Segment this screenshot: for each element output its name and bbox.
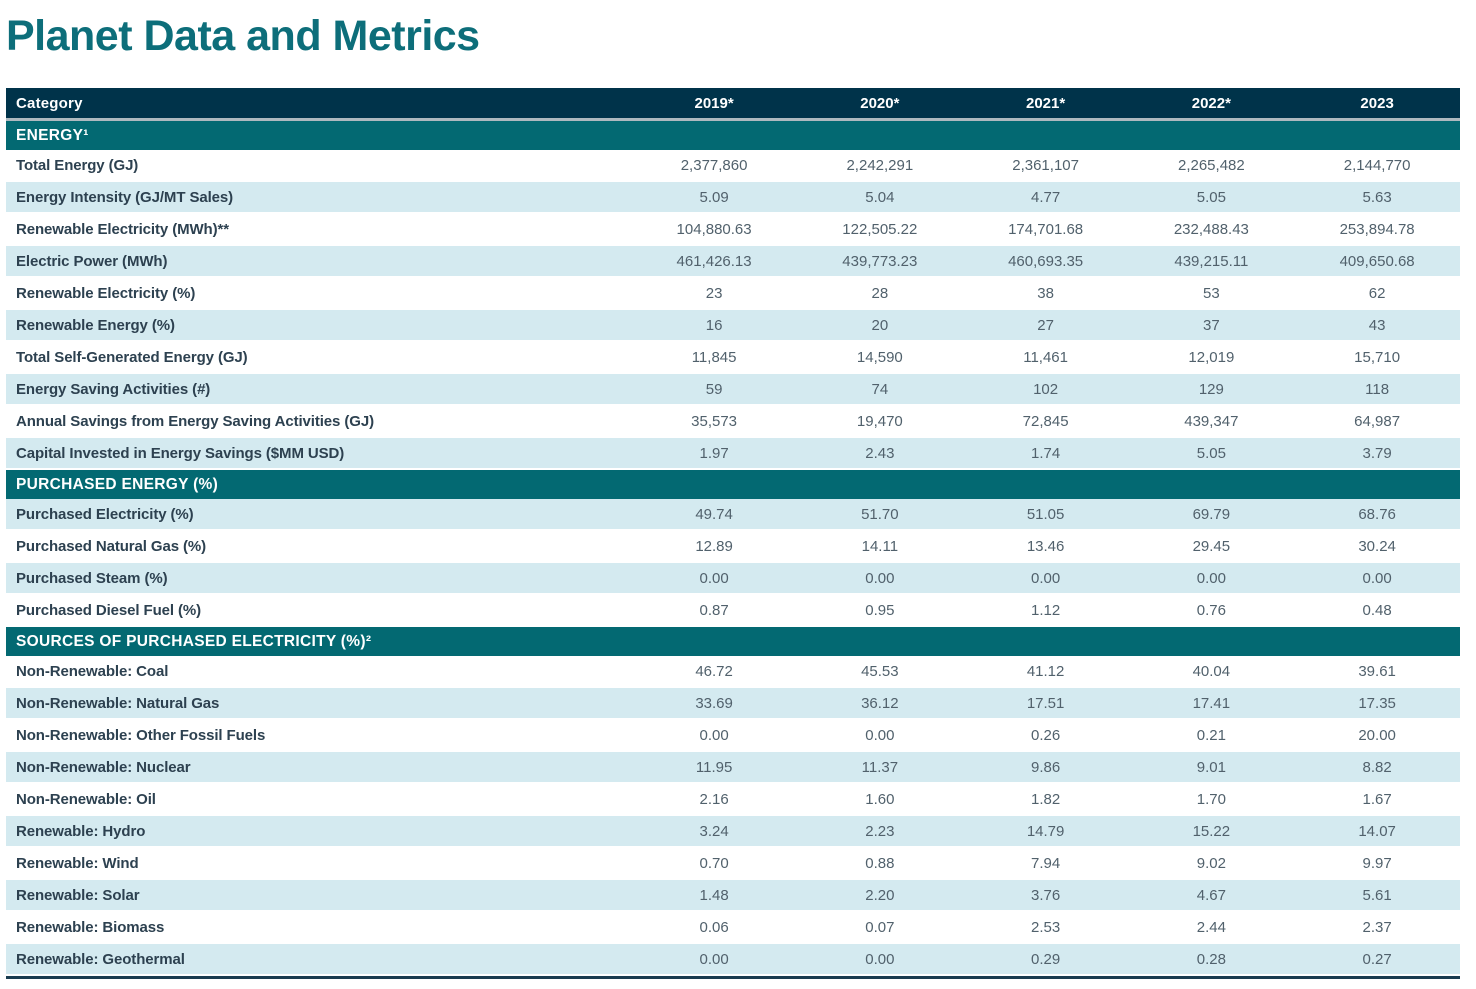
cell-value: 3.76 [1031, 886, 1061, 904]
page-title: Planet Data and Metrics [6, 12, 480, 60]
table-row [6, 531, 1460, 563]
cell-value: 2,377,860 [680, 156, 748, 174]
cell-value: 439,347 [1184, 412, 1239, 430]
cell-value: 0.00 [1196, 569, 1226, 587]
cell-value: 14.79 [1026, 822, 1065, 840]
cell-value: 33.69 [695, 694, 733, 712]
cell-value: 46.72 [695, 662, 733, 680]
table-row [6, 688, 1460, 720]
cell-value: 19,470 [856, 412, 903, 430]
cell-value: 439,773.23 [842, 252, 918, 270]
cell-value: 2.16 [699, 790, 729, 808]
cell-value: 72,845 [1022, 412, 1069, 430]
cell-value: 14,590 [856, 348, 903, 366]
cell-value: 64,987 [1354, 412, 1401, 430]
cell-value: 174,701.68 [1008, 220, 1084, 238]
cell-value: 51.05 [1026, 505, 1065, 523]
cell-value: 5.63 [1362, 188, 1392, 206]
cell-value: 439,215.11 [1174, 252, 1249, 270]
row-label: Renewable: Solar [16, 886, 140, 904]
row-label: Renewable Energy (%) [16, 316, 175, 334]
cell-value: 1.67 [1362, 790, 1392, 808]
cell-value: 2,265,482 [1177, 156, 1245, 174]
cell-value: 0.00 [865, 569, 895, 587]
cell-value: 253,894.78 [1339, 220, 1415, 238]
table-row [6, 406, 1460, 438]
cell-value: 2.44 [1196, 918, 1226, 936]
cell-value: 232,488.43 [1173, 220, 1249, 238]
row-label: Non-Renewable: Coal [16, 662, 169, 680]
table-row [6, 310, 1460, 342]
cell-value: 0.29 [1031, 950, 1061, 968]
cell-value: 0.00 [1031, 569, 1061, 587]
table-row [6, 720, 1460, 752]
cell-value: 460,693.35 [1008, 252, 1084, 270]
cell-value: 69.79 [1192, 505, 1231, 523]
row-label: Non-Renewable: Other Fossil Fuels [16, 726, 266, 744]
table-row [6, 278, 1460, 310]
cell-value: 1.60 [865, 790, 895, 808]
cell-value: 3.79 [1362, 444, 1392, 462]
cell-value: 11,461 [1023, 348, 1068, 366]
cell-value: 17.41 [1192, 694, 1231, 712]
table-row [6, 816, 1460, 848]
cell-value: 1.82 [1031, 790, 1061, 808]
cell-value: 2.37 [1362, 918, 1392, 936]
row-label: Energy Saving Activities (#) [16, 380, 211, 398]
cell-value: 4.67 [1196, 886, 1226, 904]
cell-value: 16 [705, 316, 723, 334]
row-label: Renewable Electricity (%) [16, 284, 196, 302]
cell-value: 20.00 [1358, 726, 1396, 744]
cell-value: 17.51 [1026, 694, 1065, 712]
table-row [6, 246, 1460, 278]
cell-value: 0.06 [699, 918, 729, 936]
cell-value: 62 [1368, 284, 1386, 302]
cell-value: 2.20 [865, 886, 895, 904]
cell-value: 13.46 [1026, 537, 1065, 555]
column-header-year: 2020* [860, 94, 900, 112]
cell-value: 40.04 [1192, 662, 1231, 680]
row-label: Total Self-Generated Energy (GJ) [16, 348, 248, 366]
cell-value: 0.00 [865, 950, 895, 968]
cell-value: 2,242,291 [846, 156, 914, 174]
cell-value: 118 [1365, 380, 1390, 398]
column-header-year: 2023 [1360, 94, 1394, 112]
cell-value: 53 [1203, 284, 1220, 302]
cell-value: 41.12 [1026, 662, 1065, 680]
row-label: Renewable Electricity (MWh)** [16, 220, 229, 238]
row-label: Renewable: Biomass [16, 918, 165, 936]
cell-value: 1.74 [1031, 444, 1061, 462]
column-header-year: 2022* [1191, 94, 1231, 112]
cell-value: 129 [1198, 380, 1224, 398]
cell-value: 0.87 [699, 601, 729, 619]
cell-value: 37 [1203, 316, 1220, 334]
cell-value: 17.35 [1358, 694, 1396, 712]
row-label: Non-Renewable: Natural Gas [16, 694, 220, 712]
row-label: Capital Invested in Energy Savings ($MM USD) [16, 444, 345, 462]
cell-value: 0.76 [1196, 601, 1226, 619]
cell-value: 9.97 [1362, 854, 1392, 872]
table-row [6, 374, 1460, 406]
section-header [6, 470, 1460, 499]
cell-value: 0.07 [865, 918, 895, 936]
section-label: PURCHASED ENERGY (%) [16, 475, 219, 493]
table-bottom-rule [6, 976, 1460, 979]
cell-value: 5.61 [1362, 886, 1392, 904]
row-label: Purchased Electricity (%) [16, 505, 194, 523]
cell-value: 1.70 [1196, 790, 1226, 808]
cell-value: 2.23 [865, 822, 895, 840]
cell-value: 0.00 [865, 726, 895, 744]
table-row [6, 752, 1460, 784]
cell-value: 74 [871, 380, 889, 398]
cell-value: 9.01 [1196, 758, 1226, 776]
cell-value: 122,505.22 [842, 220, 918, 238]
cell-value: 68.76 [1358, 505, 1396, 523]
row-label: Non-Renewable: Nuclear [16, 758, 191, 776]
cell-value: 20 [871, 316, 889, 334]
table-row [6, 182, 1460, 214]
cell-value: 15.22 [1192, 822, 1231, 840]
cell-value: 59 [705, 380, 723, 398]
cell-value: 0.00 [699, 726, 729, 744]
cell-value: 14.07 [1358, 822, 1396, 840]
cell-value: 0.21 [1196, 726, 1226, 744]
cell-value: 30.24 [1358, 537, 1396, 555]
cell-value: 8.82 [1362, 758, 1392, 776]
cell-value: 45.53 [861, 662, 899, 680]
row-label: Total Energy (GJ) [16, 156, 139, 174]
cell-value: 35,573 [691, 412, 738, 430]
cell-value: 23 [705, 284, 723, 302]
cell-value: 12.89 [695, 537, 733, 555]
cell-value: 1.97 [699, 444, 729, 462]
cell-value: 9.86 [1031, 758, 1061, 776]
cell-value: 7.94 [1031, 854, 1061, 872]
cell-value: 14.11 [861, 537, 899, 555]
cell-value: 0.26 [1031, 726, 1061, 744]
cell-value: 2.53 [1031, 918, 1061, 936]
cell-value: 5.09 [699, 188, 729, 206]
table-row [6, 595, 1460, 627]
metrics-table [6, 88, 1460, 976]
section-header [6, 121, 1460, 150]
cell-value: 409,650.68 [1339, 252, 1415, 270]
column-header-category: Category [16, 94, 83, 112]
table-row [6, 880, 1460, 912]
cell-value: 29.45 [1192, 537, 1231, 555]
cell-value: 49.74 [695, 505, 733, 523]
cell-value: 2.43 [865, 444, 895, 462]
row-label: Renewable: Geothermal [16, 950, 185, 968]
table-row [6, 150, 1460, 182]
cell-value: 2,144,770 [1343, 156, 1411, 174]
cell-value: 27 [1037, 316, 1054, 334]
cell-value: 5.05 [1196, 188, 1226, 206]
cell-value: 102 [1033, 380, 1059, 398]
table-row [6, 499, 1460, 531]
row-label: Purchased Diesel Fuel (%) [16, 601, 202, 619]
cell-value: 28 [871, 284, 889, 302]
cell-value: 0.00 [699, 950, 729, 968]
row-label: Purchased Natural Gas (%) [16, 537, 207, 555]
row-label: Energy Intensity (GJ/MT Sales) [16, 188, 234, 206]
cell-value: 38 [1037, 284, 1054, 302]
table-row [6, 944, 1460, 976]
cell-value: 1.48 [699, 886, 729, 904]
cell-value: 39.61 [1358, 662, 1396, 680]
table-row [6, 342, 1460, 374]
cell-value: 36.12 [861, 694, 899, 712]
cell-value: 5.05 [1196, 444, 1226, 462]
cell-value: 9.02 [1196, 854, 1226, 872]
cell-value: 3.24 [699, 822, 729, 840]
table-row [6, 214, 1460, 246]
column-header-year: 2021* [1025, 94, 1066, 112]
cell-value: 2,361,107 [1012, 156, 1079, 174]
cell-value: 104,880.63 [676, 220, 752, 238]
table-row [6, 656, 1460, 688]
cell-value: 5.04 [865, 188, 895, 206]
table-row [6, 784, 1460, 816]
cell-value: 0.00 [1362, 569, 1392, 587]
table-header-row [6, 88, 1460, 121]
row-label: Annual Savings from Energy Saving Activities (GJ) [16, 412, 374, 430]
cell-value: 0.28 [1196, 950, 1226, 968]
cell-value: 461,426.13 [676, 252, 752, 270]
section-label: ENERGY¹ [16, 126, 89, 144]
column-header-year: 2019* [694, 94, 734, 112]
cell-value: 11.95 [695, 758, 733, 776]
row-label: Renewable: Hydro [16, 822, 146, 840]
row-label: Electric Power (MWh) [16, 252, 168, 270]
cell-value: 12,019 [1188, 348, 1235, 366]
row-label: Renewable: Wind [16, 854, 139, 872]
cell-value: 15,710 [1354, 348, 1401, 366]
table-row [6, 438, 1460, 470]
section-label: SOURCES OF PURCHASED ELECTRICITY (%)² [16, 632, 372, 650]
cell-value: 0.88 [865, 854, 895, 872]
cell-value: 11.37 [861, 758, 899, 776]
table-row [6, 912, 1460, 944]
cell-value: 0.00 [699, 569, 729, 587]
row-label: Purchased Steam (%) [16, 569, 168, 587]
cell-value: 43 [1368, 316, 1386, 334]
section-header [6, 627, 1460, 656]
table-row [6, 848, 1460, 880]
cell-value: 11,845 [691, 348, 737, 366]
cell-value: 0.95 [865, 601, 895, 619]
table-row [6, 563, 1460, 595]
row-label: Non-Renewable: Oil [16, 790, 156, 808]
cell-value: 0.27 [1362, 950, 1392, 968]
cell-value: 0.70 [699, 854, 729, 872]
cell-value: 4.77 [1031, 188, 1061, 206]
cell-value: 1.12 [1031, 601, 1061, 619]
cell-value: 51.70 [861, 505, 899, 523]
cell-value: 0.48 [1362, 601, 1392, 619]
